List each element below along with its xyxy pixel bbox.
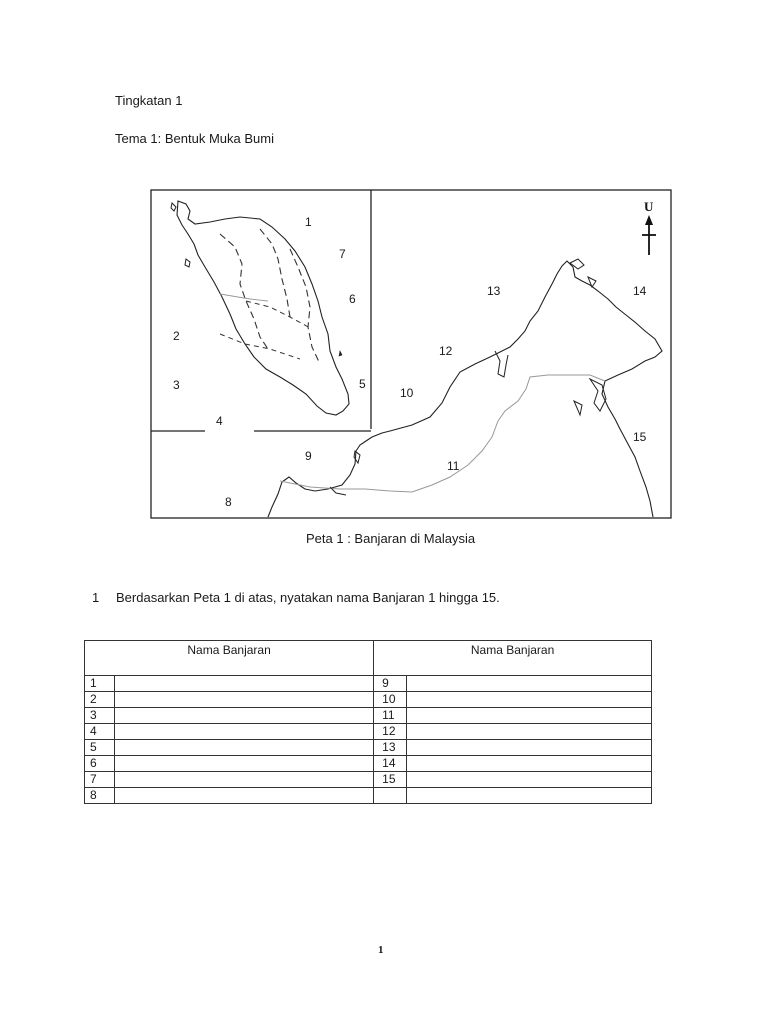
row-number: 10 — [374, 692, 407, 708]
answer-cell[interactable] — [407, 788, 652, 804]
page-number: 1 — [378, 944, 384, 956]
row-number: 1 — [85, 676, 115, 692]
table-row — [85, 772, 652, 788]
column-header-left: Nama Banjaran — [85, 641, 374, 676]
answer-cell[interactable] — [407, 756, 652, 772]
map-label-11: 11 — [447, 459, 460, 473]
answer-cell[interactable] — [407, 724, 652, 740]
table-row — [85, 740, 652, 756]
answer-cell[interactable] — [115, 692, 374, 708]
table-row — [85, 756, 652, 772]
column-header-right: Nama Banjaran — [374, 641, 652, 676]
row-number: 7 — [85, 772, 115, 788]
question-1 — [92, 590, 500, 605]
map-label-15: 15 — [633, 430, 647, 444]
answer-cell[interactable] — [407, 708, 652, 724]
map-label-14: 14 — [633, 284, 647, 298]
answer-cell[interactable] — [115, 740, 374, 756]
table-row — [85, 724, 652, 740]
table-row — [85, 676, 652, 692]
answer-cell[interactable] — [407, 676, 652, 692]
map-frame — [151, 190, 671, 518]
row-number: 6 — [85, 756, 115, 772]
question-text: Berdasarkan Peta 1 di atas, nyatakan nama Banjaran 1 hingga 15. — [116, 590, 500, 605]
row-number: 5 — [85, 740, 115, 756]
table-row — [85, 708, 652, 724]
map-label-4: 4 — [216, 414, 223, 428]
answer-cell[interactable] — [407, 772, 652, 788]
row-number: 15 — [374, 772, 407, 788]
map-label-13: 13 — [487, 284, 501, 298]
table-row — [85, 788, 652, 804]
answer-cell[interactable] — [115, 724, 374, 740]
malaysia-map — [150, 189, 672, 519]
map-caption: Peta 1 : Banjaran di Malaysia — [306, 531, 476, 546]
map-label-1: 1 — [305, 215, 312, 229]
table-row — [85, 692, 652, 708]
map-label-12: 12 — [439, 344, 453, 358]
answer-cell[interactable] — [115, 676, 374, 692]
map-label-9: 9 — [305, 449, 312, 463]
table-header-row — [85, 641, 652, 676]
theme-title: Tema 1: Bentuk Muka Bumi — [115, 131, 274, 146]
row-number: 9 — [374, 676, 407, 692]
kalimantan-border — [280, 375, 605, 492]
map-label-6: 6 — [349, 292, 356, 306]
answer-cell[interactable] — [115, 756, 374, 772]
row-number: 13 — [374, 740, 407, 756]
row-number: 14 — [374, 756, 407, 772]
map-label-2: 2 — [173, 329, 180, 343]
compass-north-arrow-icon — [642, 215, 656, 255]
row-number: 11 — [374, 708, 407, 724]
map-label-3: 3 — [173, 378, 180, 392]
map-label-7: 7 — [339, 247, 346, 261]
answer-cell[interactable] — [115, 708, 374, 724]
row-number: 12 — [374, 724, 407, 740]
row-number — [374, 788, 407, 804]
map-label-5: 5 — [359, 377, 366, 391]
answer-cell[interactable] — [407, 692, 652, 708]
answer-cell[interactable] — [115, 788, 374, 804]
map-label-10: 10 — [400, 386, 414, 400]
form-level-title: Tingkatan 1 — [115, 93, 183, 108]
question-number: 1 — [92, 590, 100, 605]
answer-table — [84, 640, 652, 804]
answer-cell[interactable] — [407, 740, 652, 756]
answer-cell[interactable] — [115, 772, 374, 788]
row-number: 3 — [85, 708, 115, 724]
map-label-8: 8 — [225, 495, 232, 509]
row-number: 8 — [85, 788, 115, 804]
compass-label: U — [644, 199, 654, 214]
row-number: 4 — [85, 724, 115, 740]
row-number: 2 — [85, 692, 115, 708]
